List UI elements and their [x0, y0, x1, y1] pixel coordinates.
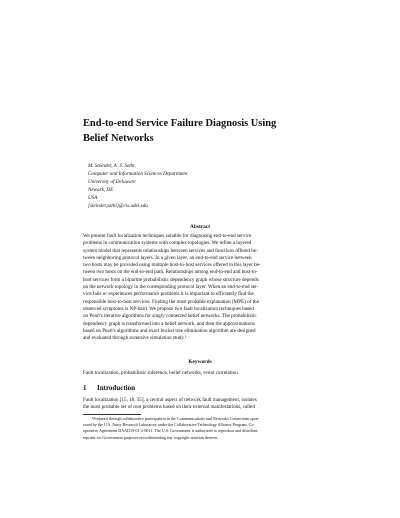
abstract-line: dependency graph is transformed into a belief network, and then the approximations	[83, 320, 255, 327]
introduction-line: Fault localization [15, 18, 35], a central aspect of network fault management, isolates	[83, 397, 257, 403]
abstract-line: tween two hosts on the end-to-end path. Relationships among end-to-end and host-to-	[83, 269, 258, 276]
title-line: Belief Networks	[83, 133, 154, 144]
abstract-line: on the network topology in the corresponding protocol layer. When an end-to-end ser-	[83, 284, 259, 291]
abstract-line: tween neighboring protocol layers. In a given layer, an end-to-end service between	[83, 254, 252, 261]
author-names: M. Steinder, A. S. Sethi	[88, 163, 135, 169]
author-city: Newark, DE	[88, 187, 114, 193]
author-country: USA	[88, 195, 98, 201]
abstract-line: vice fails or experiences performance problems it is important to efficiently find the	[83, 291, 254, 298]
paper-title	[83, 116, 333, 146]
abstract-line: and evaluated through extensive simulation study.¹	[83, 335, 187, 342]
footnote-line: ¹Prepared through collaborative participation in the Communications and Networks Consortium spon-	[92, 416, 260, 421]
footnote	[83, 416, 318, 441]
author-university: University of Delaware	[88, 179, 136, 185]
abstract-line: system model that represents relationships between services and functions offered be-	[83, 247, 258, 254]
author-email: {steinder,sethi}@cis.udel.edu	[88, 203, 148, 209]
abstract-line: responsible host-to-host services. Finding the most probable explanation (MPE) of the	[83, 298, 259, 305]
abstract-line: observed symptoms is NP-hard. We propose two fault localization techniques based	[83, 305, 254, 312]
keywords-heading: Keywords	[188, 359, 212, 365]
footnote-line: operative Agreement DAAD19-01-2-0011. The U.S. Government is authorized to reproduce and distribute	[83, 428, 258, 434]
title-line: End-to-end Service Failure Diagnosis Using	[83, 118, 277, 129]
keywords-text: Fault localization, probabilistic inference, belief networks, event correlation	[83, 370, 238, 376]
abstract-line: based on Pearl's algorithms and exact bucket tree elimination algorithm are designed	[83, 327, 256, 334]
introduction-body	[83, 397, 318, 412]
abstract-line: We present fault localization techniques suitable for diagnosing end-to-end service	[83, 233, 252, 239]
footnote-line: reprints for Government purposes notwithstanding any copyright notation thereon.	[83, 434, 219, 440]
section-title: Introduction	[97, 384, 135, 392]
abstract-line: on Pearl's iterative algorithms for singly connected belief networks. The probabilistic	[83, 313, 257, 320]
section-heading-introduction	[83, 384, 318, 392]
author-block	[88, 162, 328, 210]
introduction-line: the most probable set of root problems based on their external manifestations, called	[83, 404, 255, 411]
footnote-divider	[83, 414, 141, 415]
footnote-line: sored by the U.S. Army Research Laboratory under the Collaborative Technology Alliance Program, Co-	[83, 422, 255, 428]
author-department: Computer and Information Sciences Department	[88, 171, 188, 177]
section-number: 1	[83, 384, 87, 392]
abstract-line: problems in communication systems with complex topologies. We refine a layered	[83, 240, 252, 247]
abstract-line: two hosts may be provided using multiple host-to-host services offered in this layer be-	[83, 262, 261, 269]
abstract-body	[83, 233, 318, 342]
abstract-heading: Abstract	[189, 224, 211, 230]
abstract-line: host services form a bipartite probabilistic dependency graph whose structure depends	[83, 276, 259, 283]
